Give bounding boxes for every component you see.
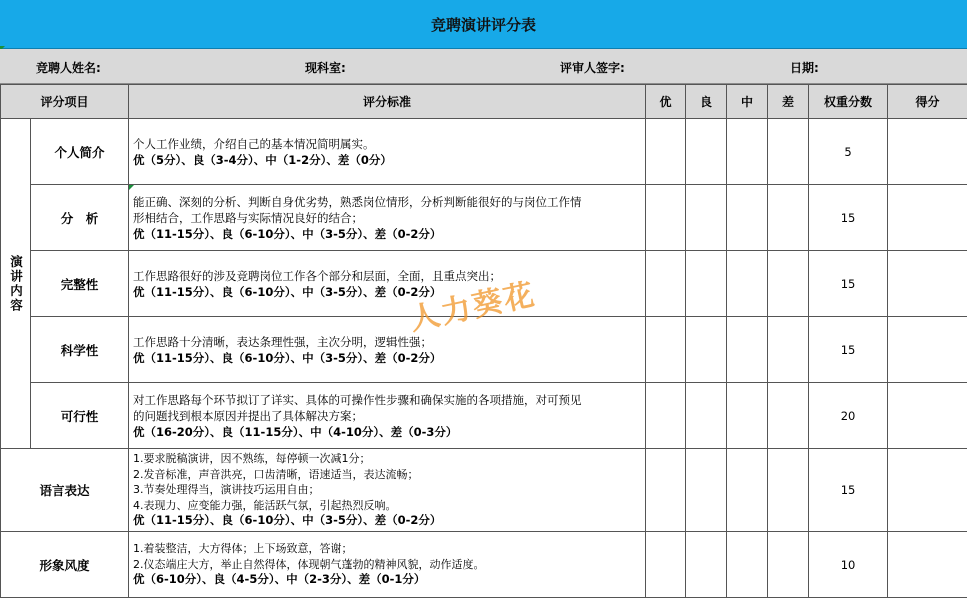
good-cell[interactable] xyxy=(686,251,727,317)
weight-cell: 15 xyxy=(809,185,888,251)
form-title: 竞聘演讲评分表 xyxy=(0,0,967,49)
criteria-line: 个人工作业绩，介绍自己的基本情况简明属实。 xyxy=(133,136,375,151)
table-row xyxy=(1,119,967,185)
header-score: 得分 xyxy=(888,85,967,119)
excellent-cell[interactable] xyxy=(646,119,686,185)
group-cell xyxy=(1,119,31,449)
poor-cell[interactable] xyxy=(768,185,809,251)
score-cell[interactable] xyxy=(888,317,967,383)
scale-line: 优（11-15分）、良（6-10分）、中（3-5分）、差（0-2分） xyxy=(133,350,442,365)
department-label: 现科室: xyxy=(305,61,346,75)
scale-line: 优（16-20分）、良（11-15分）、中（4-10分）、差（0-3分） xyxy=(133,424,458,439)
group-label: 演讲内容 xyxy=(8,254,24,313)
scale-line: 优（5分）、良（3-4分）、中（1-2分）、差（0分） xyxy=(133,152,392,167)
table-row xyxy=(1,185,967,251)
criteria-line: 1.要求脱稿演讲，因不熟练，每停顿一次减1分； xyxy=(133,452,371,466)
item-name: 语言表达 xyxy=(1,449,129,532)
score-cell[interactable] xyxy=(888,532,967,598)
score-cell[interactable] xyxy=(888,185,967,251)
medium-cell[interactable] xyxy=(727,449,768,532)
weight-cell: 15 xyxy=(809,449,888,532)
header-row xyxy=(1,85,967,119)
header-poor: 差 xyxy=(768,85,809,119)
weight-cell: 15 xyxy=(809,251,888,317)
weight-cell: 5 xyxy=(809,119,888,185)
poor-cell[interactable] xyxy=(768,251,809,317)
excellent-cell[interactable] xyxy=(646,317,686,383)
good-cell[interactable] xyxy=(686,185,727,251)
criteria-cell xyxy=(129,532,646,598)
weight-cell: 10 xyxy=(809,532,888,598)
poor-cell[interactable] xyxy=(768,532,809,598)
table-row xyxy=(1,317,967,383)
criteria-line: 2.仪态端庄大方，举止自然得体，体现朝气蓬勃的精神风貌，动作适度。 xyxy=(133,557,485,571)
weight-cell: 15 xyxy=(809,317,888,383)
medium-cell[interactable] xyxy=(727,383,768,449)
item-name: 形象风度 xyxy=(1,532,129,598)
medium-cell[interactable] xyxy=(727,185,768,251)
good-cell[interactable] xyxy=(686,119,727,185)
criteria-line: 2.发音标准，声音洪亮，口齿清晰，语速适当，表达流畅； xyxy=(133,467,419,481)
item-name: 科学性 xyxy=(31,317,129,383)
weight-cell: 20 xyxy=(809,383,888,449)
criteria-line: 4.表现力、应变能力强，能活跃气氛，引起热烈反响。 xyxy=(133,498,397,512)
scoring-table xyxy=(0,84,967,598)
criteria-line: 能正确、深刻的分析、判断自身优劣势，熟悉岗位情形，分析判断能很好的与岗位工作情 xyxy=(133,194,582,209)
criteria-line: 对工作思路每个环节拟订了详实、具体的可操作性步骤和确保实施的各项措施，对可预见 xyxy=(133,392,582,407)
medium-cell[interactable] xyxy=(727,317,768,383)
poor-cell[interactable] xyxy=(768,383,809,449)
excellent-cell[interactable] xyxy=(646,532,686,598)
excellent-cell[interactable] xyxy=(646,251,686,317)
criteria-cell xyxy=(129,119,646,185)
good-cell[interactable] xyxy=(686,532,727,598)
good-cell[interactable] xyxy=(686,449,727,532)
table-row xyxy=(1,251,967,317)
cell-comment-marker xyxy=(129,185,134,190)
header-medium: 中 xyxy=(727,85,768,119)
header-excellent: 优 xyxy=(646,85,686,119)
info-row xyxy=(0,49,967,84)
header-good: 良 xyxy=(686,85,727,119)
item-name: 分 析 xyxy=(31,185,129,251)
medium-cell[interactable] xyxy=(727,251,768,317)
criteria-cell xyxy=(129,317,646,383)
criteria-line: 3.节奏处理得当，演讲技巧运用自由； xyxy=(133,483,320,497)
scale-line: 优（6-10分）、良（4-5分）、中（2-3分）、差（0-1分） xyxy=(133,572,426,587)
poor-cell[interactable] xyxy=(768,119,809,185)
scale-line: 优（11-15分）、良（6-10分）、中（3-5分）、差（0-2分） xyxy=(133,284,442,299)
scale-line: 优（11-15分）、良（6-10分）、中（3-5分）、差（0-2分） xyxy=(133,513,442,528)
criteria-cell xyxy=(129,251,646,317)
score-cell[interactable] xyxy=(888,251,967,317)
criteria-line: 形相结合，工作思路与实际情况良好的结合； xyxy=(133,210,364,225)
header-weight: 权重分数 xyxy=(809,85,888,119)
reviewer-signature-label: 评审人签字: xyxy=(560,61,625,75)
scale-line: 优（11-15分）、良（6-10分）、中（3-5分）、差（0-2分） xyxy=(133,226,442,241)
score-cell[interactable] xyxy=(888,383,967,449)
poor-cell[interactable] xyxy=(768,449,809,532)
table-row xyxy=(1,532,967,598)
criteria-cell xyxy=(129,185,646,251)
criteria-line: 工作思路十分清晰，表达条理性强，主次分明，逻辑性强； xyxy=(133,334,433,349)
table-row xyxy=(1,383,967,449)
table-row xyxy=(1,449,967,532)
item-name: 完整性 xyxy=(31,251,129,317)
criteria-cell xyxy=(129,383,646,449)
medium-cell[interactable] xyxy=(727,119,768,185)
excellent-cell[interactable] xyxy=(646,449,686,532)
excellent-cell[interactable] xyxy=(646,185,686,251)
date-label: 日期: xyxy=(790,61,819,75)
item-name: 个人简介 xyxy=(31,119,129,185)
criteria-line: 工作思路很好的涉及竞聘岗位工作各个部分和层面，全面，且重点突出； xyxy=(133,268,502,283)
score-cell[interactable] xyxy=(888,449,967,532)
criteria-cell xyxy=(129,449,646,532)
criteria-line: 1.着装整洁，大方得体；上下场致意，答谢； xyxy=(133,542,353,556)
good-cell[interactable] xyxy=(686,317,727,383)
good-cell[interactable] xyxy=(686,383,727,449)
header-item: 评分项目 xyxy=(1,85,129,119)
criteria-line: 的问题找到根本原因并提出了具体解决方案； xyxy=(133,408,364,423)
poor-cell[interactable] xyxy=(768,317,809,383)
item-name: 可行性 xyxy=(31,383,129,449)
candidate-name-label: 竞聘人姓名: xyxy=(36,61,101,75)
excellent-cell[interactable] xyxy=(646,383,686,449)
watermark-text: 人力葵花 xyxy=(406,276,539,338)
header-criteria: 评分标准 xyxy=(129,85,646,119)
score-cell[interactable] xyxy=(888,119,967,185)
medium-cell[interactable] xyxy=(727,532,768,598)
